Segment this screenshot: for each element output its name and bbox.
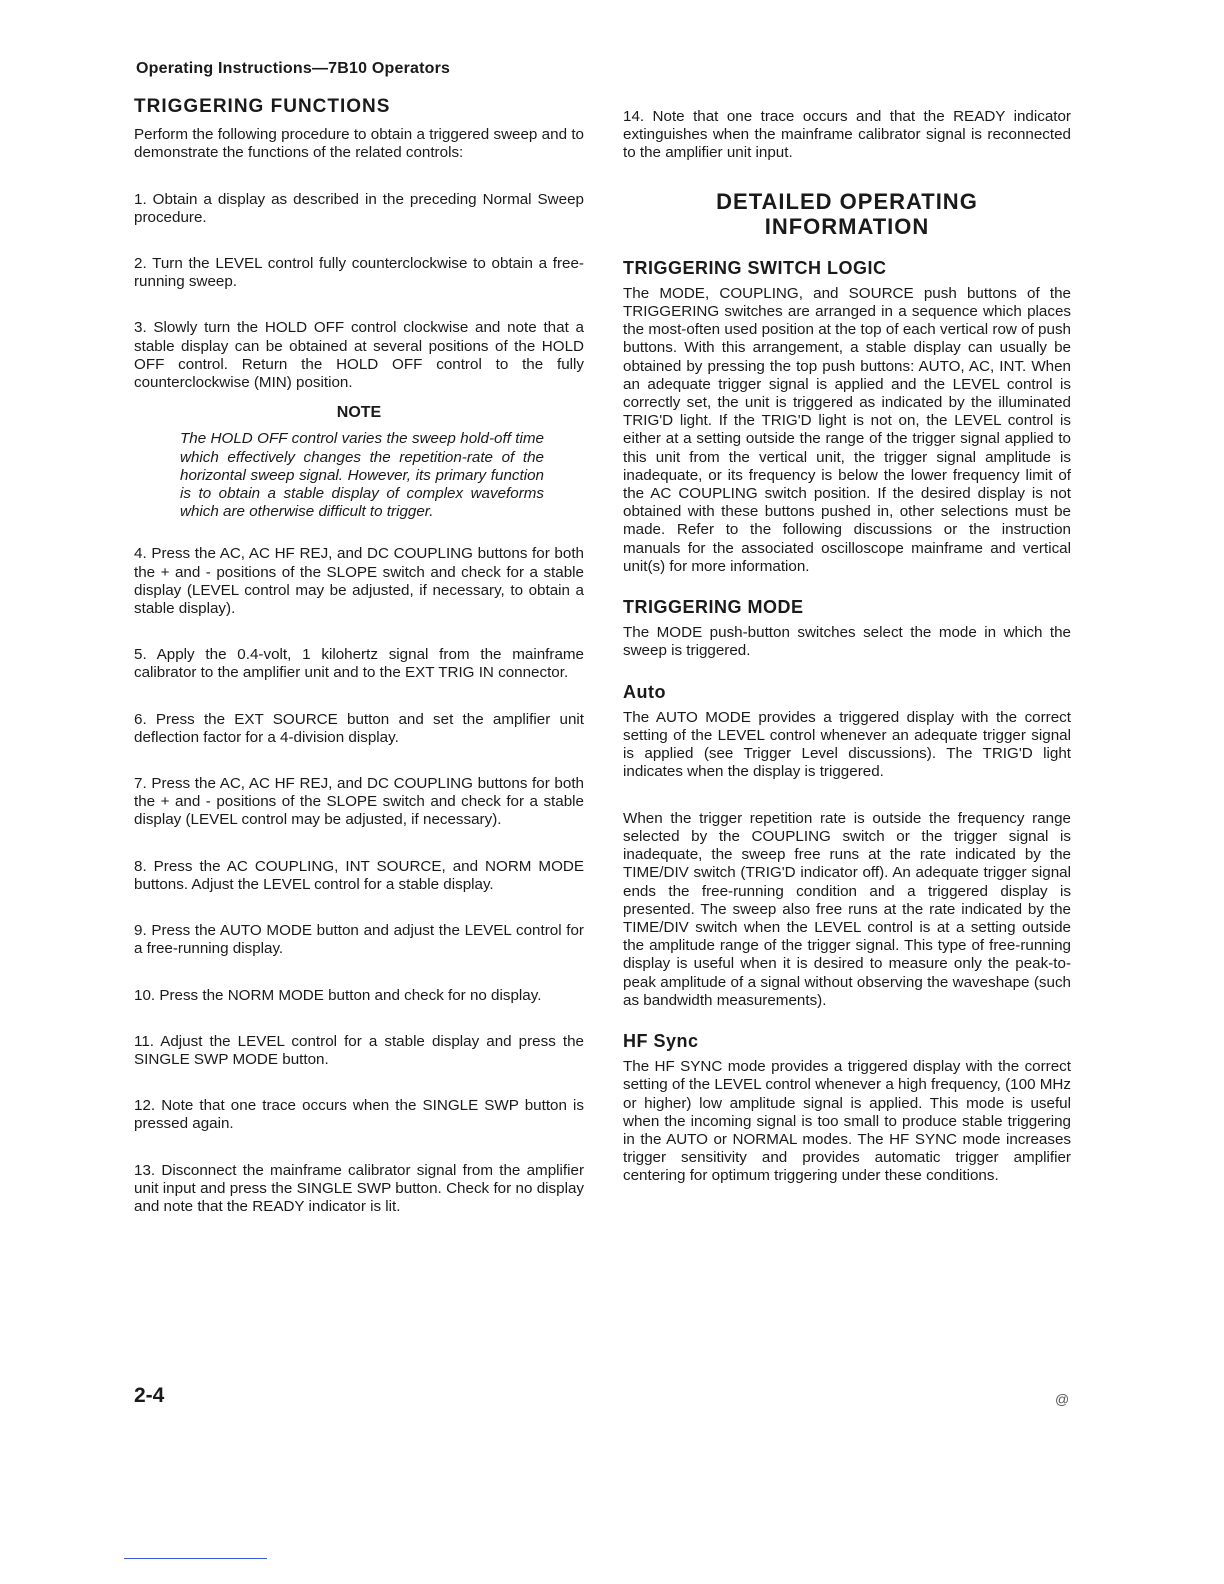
step-8: 8. Press the AC COUPLING, INT SOURCE, and NORM MODE buttons. Adjust the LEVEL control for a stable display.: [134, 857, 584, 893]
main-heading-line-1: DETAILED OPERATING: [716, 188, 978, 214]
right-column: [623, 108, 1071, 1186]
auto-paragraph-1: The AUTO MODE provides a triggered display with the correct setting of the LEVEL control whenever an adequate trigger signal is applied (see Trigger Level discussions). The TRIG'D light indicates when the display is triggered.: [623, 708, 1071, 781]
section-title-triggering-functions: TRIGGERING FUNCTIONS: [134, 96, 391, 117]
step-7: 7. Press the AC, AC HF REJ, and DC COUPLING buttons for both the + and - positions of the SLOPE switch and check for a stable display (LEVEL control may be adjusted, if necessary).: [134, 775, 584, 829]
bottom-divider: [124, 1558, 267, 1559]
subsection-title-hf-sync: HF Sync: [623, 1030, 699, 1051]
step-4: 4. Press the AC, AC HF REJ, and DC COUPLING buttons for both the + and - positions of the SLOPE switch and check for a stable display (LEVEL control may be adjusted, if necessary, to obtain a stable display).: [134, 545, 584, 618]
step-9: 9. Press the AUTO MODE button and adjust the LEVEL control for a free-running display.: [134, 922, 584, 958]
step-2: 2. Turn the LEVEL control fully counterclockwise to obtain a free-running sweep.: [134, 255, 584, 291]
page-number: 2-4: [134, 1384, 165, 1407]
main-heading-line-2: INFORMATION: [764, 213, 930, 239]
step-5: 5. Apply the 0.4-volt, 1 kilohertz signal from the mainframe calibrator to the amplifier unit and to the EXT TRIG IN connector.: [134, 646, 584, 682]
auto-paragraph-2: When the trigger repetition rate is outside the frequency range selected by the COUPLING switch or the trigger signal is inadequate, the sweep free runs at the rate indicated by the TIME/DIV switch (TRIG'D indicator off). An adequate trigger signal ends the free-running condition and a triggered display is presented. The sweep also free runs at the rate indicated by the TIME/DIV switch when the LEVEL control is at a setting outside the amplitude range of the trigger signal. This type of free-running display is useful when it is desired to measure only the peak-to-peak amplitude of a signal without observing the waveshape (such as bandwidth measurements).: [623, 809, 1071, 1009]
triggering-mode-paragraph: The MODE push-button switches select the mode in which the sweep is triggered.: [623, 624, 1071, 660]
step-13: 13. Disconnect the mainframe calibrator signal from the amplifier unit input and press the SINGLE SWP button. Check for no display and note that the READY indicator is lit.: [134, 1161, 584, 1215]
note-body: The HOLD OFF control varies the sweep hold-off time which effectively changes the repetition-rate of the horizontal sweep signal. However, its primary function is to obtain a stable display of complex waveforms which are otherwise difficult to trigger.: [180, 430, 544, 521]
running-head: Operating Instructions—7B10 Operators: [136, 60, 451, 77]
note-title: NOTE: [336, 404, 382, 422]
footer-mark: @: [1055, 1391, 1070, 1407]
switch-logic-paragraph: The MODE, COUPLING, and SOURCE push buttons of the TRIGGERING switches are arranged in a sequence which places the most-often used position at the top of each vertical row of push buttons. With this arrangement, a stable display can usually be obtained by pressing the top push buttons: AUTO, AC, INT. When an adequate trigger signal is applied and the LEVEL control is correctly set, the unit is triggered as indicated by the illuminated TRIG'D light. If the TRIG'D light is not on, the LEVEL control is either at a setting outside the range of the trigger signal applied to this unit from the vertical unit, the trigger signal amplitude is inadequate, or its frequency is below the lower frequency limit of the AC COUPLING switch position. If the desired display is not obtained with these buttons pushed in, other selections must be made. Refer to the following discussions or the instruction manuals for the associated oscilloscope mainframe and vertical unit(s) for more information.: [623, 284, 1071, 575]
step-11: 11. Adjust the LEVEL control for a stable display and press the SINGLE SWP MODE button.: [134, 1032, 584, 1068]
step-1: 1. Obtain a display as described in the preceding Normal Sweep procedure.: [134, 190, 584, 226]
hf-sync-paragraph: The HF SYNC mode provides a triggered display with the correct setting of the LEVEL control whenever a high frequency, (100 MHz or higher) low amplitude signal is applied. This mode is useful when the incoming signal is too small to produce stable triggering in the AUTO or NORMAL modes. The HF SYNC mode increases trigger sensitivity and provides automatic trigger amplifier centering for optimum triggering under these conditions.: [623, 1058, 1071, 1185]
main-heading: [623, 189, 1071, 239]
section-title-switch-logic: TRIGGERING SWITCH LOGIC: [623, 257, 887, 278]
step-6: 6. Press the EXT SOURCE button and set the amplifier unit deflection factor for a 4-division display.: [134, 710, 584, 746]
left-column: [134, 98, 584, 1216]
intro-paragraph: Perform the following procedure to obtain a triggered sweep and to demonstrate the functions of the related controls:: [134, 126, 584, 162]
subsection-title-auto: Auto: [623, 681, 666, 702]
section-title-triggering-mode: TRIGGERING MODE: [623, 597, 804, 618]
step-10: 10. Press the NORM MODE button and check for no display.: [134, 986, 542, 1004]
step-14: 14. Note that one trace occurs and that the READY indicator extinguishes when the mainframe calibrator signal is reconnected to the amplifier unit input.: [623, 108, 1071, 162]
step-3: 3. Slowly turn the HOLD OFF control clockwise and note that a stable display can be obtained at several positions of the HOLD OFF control. Return the HOLD OFF control to the fully counterclockwise (MIN) position.: [134, 319, 584, 392]
step-12: 12. Note that one trace occurs when the SINGLE SWP button is pressed again.: [134, 1097, 584, 1133]
